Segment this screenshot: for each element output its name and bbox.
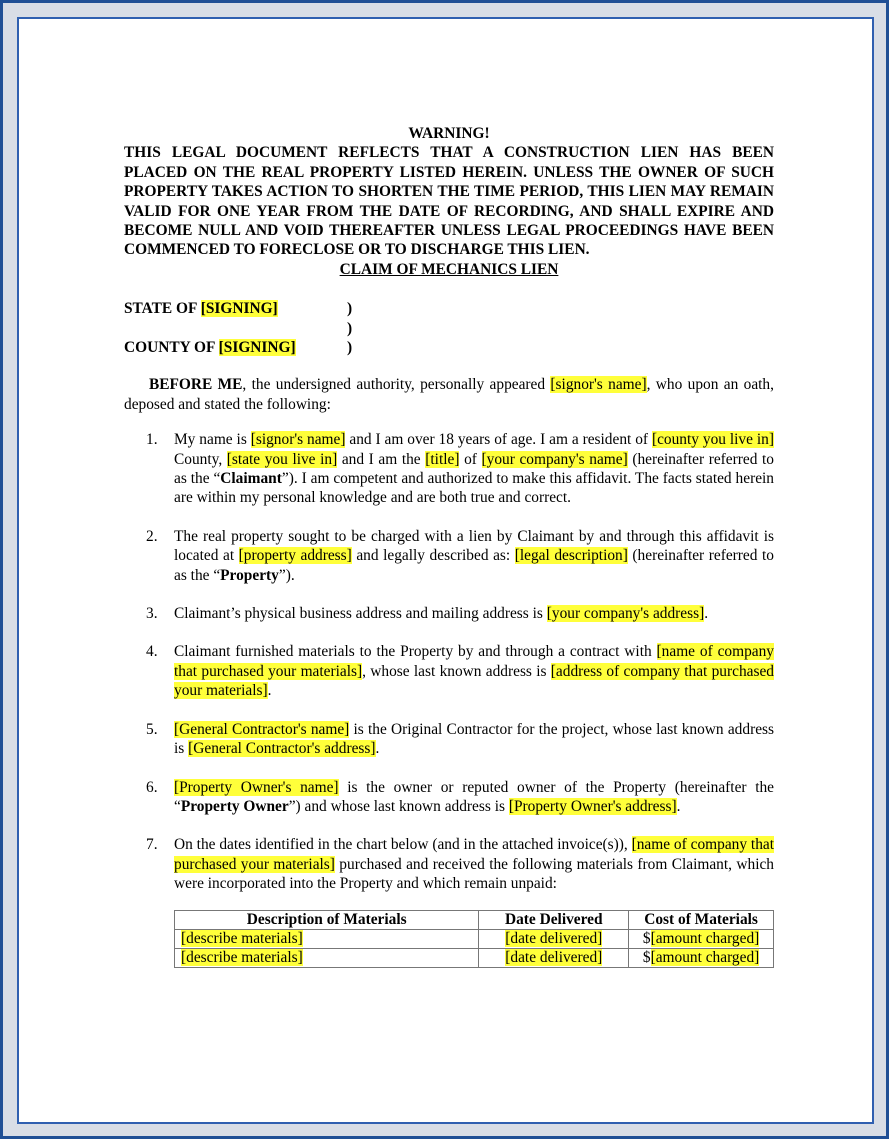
- item-text: (hereinafter referred to as the “: [174, 547, 774, 584]
- document-title: CLAIM OF MECHANICS LIEN: [339, 260, 559, 278]
- item-number: 5.: [146, 720, 158, 738]
- paren: ): [347, 300, 353, 318]
- contractor-address-field[interactable]: [General Contractor's address]: [188, 740, 376, 758]
- describe-materials-field[interactable]: [describe materials]: [181, 929, 303, 947]
- defined-term: Property: [220, 566, 279, 584]
- item-text: Claimant’s physical business address and mailing address is: [174, 605, 547, 623]
- owner-name-field[interactable]: [Property Owner's name]: [174, 778, 339, 796]
- date-delivered-field[interactable]: [date delivered]: [505, 929, 603, 947]
- state-label: STATE OF: [124, 300, 197, 318]
- item-text: , whose last known address is: [362, 662, 551, 680]
- state-row: [124, 299, 774, 318]
- item-text: .: [267, 682, 272, 700]
- amount-charged-field[interactable]: [amount charged]: [650, 929, 760, 947]
- column-header: Cost of Materials: [629, 910, 774, 929]
- owner-address-field[interactable]: [Property Owner's address]: [508, 797, 677, 815]
- item-number: 2.: [146, 527, 158, 545]
- item-text: On the dates identified in the chart below (and in the attached invoice(s)),: [174, 836, 632, 854]
- table-row: [175, 948, 774, 967]
- item-text: and I am the: [337, 450, 426, 468]
- list-item: [124, 430, 774, 508]
- cost-cell: [629, 948, 774, 967]
- item-text: Claimant furnished materials to the Property by and through a contract with: [174, 643, 657, 661]
- numbered-list: [124, 430, 774, 893]
- intro-text: , who upon an oath, deposed and stated the following:: [124, 376, 774, 413]
- item-text: of: [459, 450, 482, 468]
- item-text: and I am over 18 years of age. I am a resident of: [345, 431, 652, 449]
- purchaser-address-field[interactable]: [address of company that purchased your materials]: [174, 662, 774, 700]
- description-cell: [175, 948, 479, 967]
- item-number: 6.: [146, 778, 158, 796]
- intro-paragraph: [124, 375, 774, 414]
- item-text: .: [375, 740, 380, 758]
- list-item: [124, 527, 774, 585]
- document-page: [17, 17, 874, 1124]
- dollar-sign: $: [642, 929, 651, 947]
- date-cell: [479, 948, 629, 967]
- item-text: purchased and received the following materials from Claimant, which were incorporated into the Property and which remain unpaid:: [174, 855, 775, 893]
- company-name-field[interactable]: [your company's name]: [481, 450, 628, 468]
- item-text: ”). I am competent and authorized to make this affidavit. The facts stated herein are within my personal knowledge and are both true and correct.: [174, 470, 774, 507]
- middle-row: [124, 319, 774, 338]
- document-content: [124, 124, 774, 968]
- item-text: My name is: [174, 431, 251, 449]
- warning-body: THIS LEGAL DOCUMENT REFLECTS THAT A CONSTRUCTION LIEN HAS BEEN PLACED ON THE REAL PROPERTY LISTED HEREIN. UNLESS THE OWNER OF SUCH PROPERTY TAKES ACTION TO SHORTEN THE TIME PERIOD, THIS LIEN MAY REMAIN VALID FOR ONE YEAR FROM THE DATE OF RECORDING, AND SHALL EXPIRE AND BECOME NULL AND VOID THEREAFTER UNLESS LEGAL PROCEEDINGS HAVE BEEN COMMENCED TO FORECLOSE OR TO DISCHARGE THIS LIEN.: [124, 144, 774, 259]
- list-item: [124, 642, 774, 700]
- signor-name-field[interactable]: [signor's name]: [250, 431, 346, 449]
- list-item: [124, 720, 774, 759]
- warning-title: WARNING!: [408, 125, 490, 142]
- item-number: 7.: [146, 836, 158, 854]
- county-label: COUNTY OF: [124, 339, 215, 357]
- purchaser-name-field[interactable]: [name of company that purchased your materials]: [174, 836, 774, 873]
- item-text: and legally described as:: [351, 547, 515, 565]
- cost-cell: [629, 929, 774, 948]
- signor-name-field[interactable]: [signor's name]: [550, 376, 647, 394]
- table-header-row: [175, 910, 774, 929]
- legal-description-field[interactable]: [legal description]: [514, 547, 628, 565]
- paren: ): [347, 319, 353, 337]
- venue-block: [124, 299, 774, 357]
- company-address-field[interactable]: [your company's address]: [546, 605, 705, 623]
- item-text: .: [676, 797, 681, 815]
- property-address-field[interactable]: [property address]: [238, 547, 352, 565]
- item-number: 1.: [146, 431, 158, 449]
- list-item: [124, 835, 774, 893]
- contractor-name-field[interactable]: [General Contractor's name]: [174, 720, 350, 738]
- date-cell: [479, 929, 629, 948]
- item-text: (hereinafter referred to as the “: [174, 450, 774, 488]
- defined-term: Property Owner: [180, 797, 289, 815]
- item-text: .: [704, 605, 709, 623]
- dollar-sign: $: [642, 948, 651, 966]
- purchaser-name-field[interactable]: [name of company that purchased your materials]: [174, 643, 774, 680]
- item-number: 3.: [146, 605, 158, 623]
- intro-lead: BEFORE ME: [149, 376, 243, 394]
- item-text: ”) and whose last known address is: [288, 797, 509, 815]
- item-number: 4.: [146, 643, 158, 661]
- paren: ): [347, 339, 353, 357]
- state-value[interactable]: [SIGNING]: [200, 300, 278, 318]
- list-item: [124, 604, 774, 623]
- defined-term: Claimant: [220, 470, 282, 488]
- table-row: [175, 929, 774, 948]
- materials-table: [174, 910, 774, 968]
- intro-text: , the undersigned authority, personally appeared: [242, 376, 551, 394]
- description-cell: [175, 929, 479, 948]
- column-header: Date Delivered: [479, 910, 629, 929]
- list-item: [124, 778, 774, 817]
- state-field[interactable]: [state you live in]: [226, 450, 338, 468]
- item-text: County,: [174, 450, 227, 468]
- date-delivered-field[interactable]: [date delivered]: [505, 948, 603, 966]
- item-text: The real property sought to be charged with a lien by Claimant by and through this affidavit is located at: [174, 527, 774, 565]
- county-value[interactable]: [SIGNING]: [218, 339, 296, 357]
- describe-materials-field[interactable]: [describe materials]: [181, 948, 303, 966]
- item-text: is the owner or reputed owner of the Property (hereinafter the “: [174, 778, 775, 815]
- amount-charged-field[interactable]: [amount charged]: [650, 948, 760, 966]
- county-row: [124, 338, 774, 357]
- item-text: is the Original Contractor for the project, whose last known address is: [174, 720, 774, 758]
- column-header: Description of Materials: [175, 910, 479, 929]
- item-text: ”).: [278, 566, 295, 584]
- title-field[interactable]: [title]: [425, 450, 460, 468]
- county-field[interactable]: [county you live in]: [651, 431, 774, 449]
